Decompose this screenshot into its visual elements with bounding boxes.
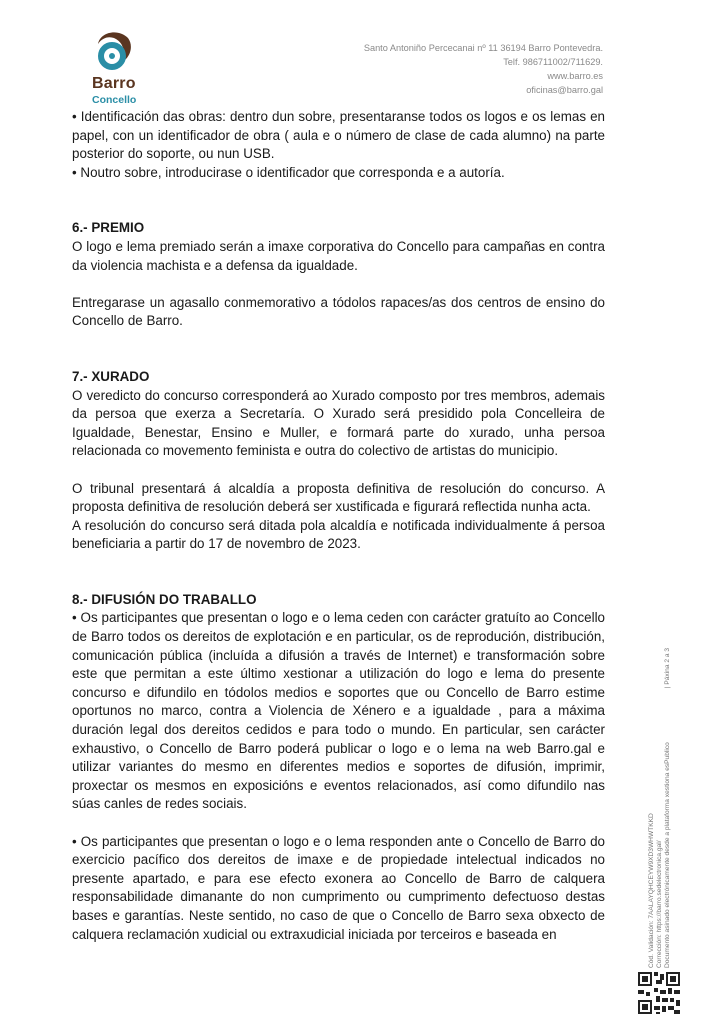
validation-code: Cód. Validación: 7AALAYQHCEYW9XD3WHWTKKD bbox=[648, 813, 655, 968]
logo-name: Barro bbox=[92, 75, 136, 92]
page-indicator: | Páxina 2 a 3 bbox=[664, 648, 671, 689]
difusion-paragraph-1: • Os participantes que presentan o logo e o lema ceden con carácter gratuíto ao Concello de Barro todos os dereitos de explotación e en particular, os de reprodución, distribución, comunicación pública (incluída a difusión a través de Internet) e transformación sobre este que permitan a este último xestionar a utilización do logo e lema do presente concurso e difundilo en tódolos medios e soportes que ou Concello de Barro estime oportunos no marco, contra a Violencia de Xénero e a igualdade , para a máxima duración legal dos dereitos cedidos e para todo o mundo. En particular, sen carácter exhaustivo, o Concello de Barro poderá publicar o logo e o lema na web Barro.gal e utilizar variantes do mesmo en diferentes medios e soportes de difusión, imprimir, proxectar os mesmos en exposicións e eventos relacionados, así como difundilo nas súas canles de redes sociais. bbox=[72, 610, 605, 812]
qr-code-icon bbox=[636, 970, 682, 1016]
address-phone: Telf. 986711002/711629. bbox=[503, 57, 603, 67]
address-street: Santo Antoniño Percecanai nº 11 36194 Barro Pontevedra. bbox=[363, 43, 603, 53]
premio-paragraph-2: Entregarase un agasallo conmemorativo a tódolos rapaces/as dos centros de ensino do Concello de Barro. bbox=[72, 294, 605, 329]
xurado-paragraph-2: O tribunal presentará á alcaldía a proposta definitiva de resolución do concurso. A proposta definitiva de resolución deberá ser xustificada e figurará reflectida nunha acta. bbox=[72, 480, 605, 515]
qr-code bbox=[636, 970, 682, 1016]
barro-logo-icon bbox=[88, 28, 134, 76]
address-website[interactable]: www.barro.es bbox=[547, 71, 603, 81]
intro-bullet-authorship: • Noutro sobre, introducirase o identificador que corresponda e a autoría. bbox=[72, 164, 505, 180]
document-body bbox=[72, 108, 605, 944]
section-title-premio: 6.- PREMIO bbox=[72, 220, 145, 236]
electronic-signature-sidebar bbox=[648, 648, 672, 968]
intro-bullet-identification: • Identificación das obras: dentro dun sobre, presentaranse todos os logos e os lemas en papel, con un identificador de obra ( aula e o número de clase de cada alumno) na parte posterior do soporte, ou nun USB. bbox=[72, 109, 605, 162]
section-title-xurado: 7.- XURADO bbox=[72, 368, 150, 384]
signature-note: Documento asinado electrónicamente desde a plataforma xestiona esPublico bbox=[664, 742, 671, 968]
address-block bbox=[364, 41, 603, 97]
verification-url[interactable]: Corrección: https://barro.sedelectronica.gal/ bbox=[656, 840, 663, 968]
address-email[interactable]: oficinas@barro.gal bbox=[526, 85, 603, 95]
xurado-paragraph-1: O veredicto do concurso corresponderá ao Xurado composto por tres membros, ademais da persoa que exerza a Secretaría. O Xurado será presidido pola Concelleira de Igualdade, Benestar, Ensino e Muller, e formará parte do xurado, unha persoa relacionada co movemento feminista e outra do colectivo de artistas do municipio. bbox=[72, 387, 605, 459]
concello-logo bbox=[82, 28, 152, 110]
difusion-paragraph-2: • Os participantes que presentan o logo e o lema responden ante o Concello de Barro do exercicio pacífico dos dereitos de imaxe e de propiedade intelectual indicados no presente apartado, e para ese efecto exonera ao Concello de Barro de calquera responsabilidade dimanante do non cumprimento ou cumprimento defectuoso destas bases e garantías. Neste sentido, no caso de que o Concello de Barro sexa obxecto de calquera reclamación xudicial ou extraxudicial iniciada por terceiros e baseada en bbox=[72, 833, 605, 942]
section-title-difusion: 8.- DIFUSIÓN DO TRABALLO bbox=[72, 591, 257, 607]
xurado-paragraph-3: A resolución do concurso será ditada pola alcaldía e notificada individualmente á persoa beneficiaria a partir do 17 de novembro de 2023. bbox=[72, 517, 605, 552]
logo-subtitle: Concello bbox=[92, 94, 137, 106]
premio-paragraph-1: O logo e lema premiado serán a imaxe corporativa do Concello para campañas en contra da violencia machista e a defensa da igualdade. bbox=[72, 238, 605, 273]
